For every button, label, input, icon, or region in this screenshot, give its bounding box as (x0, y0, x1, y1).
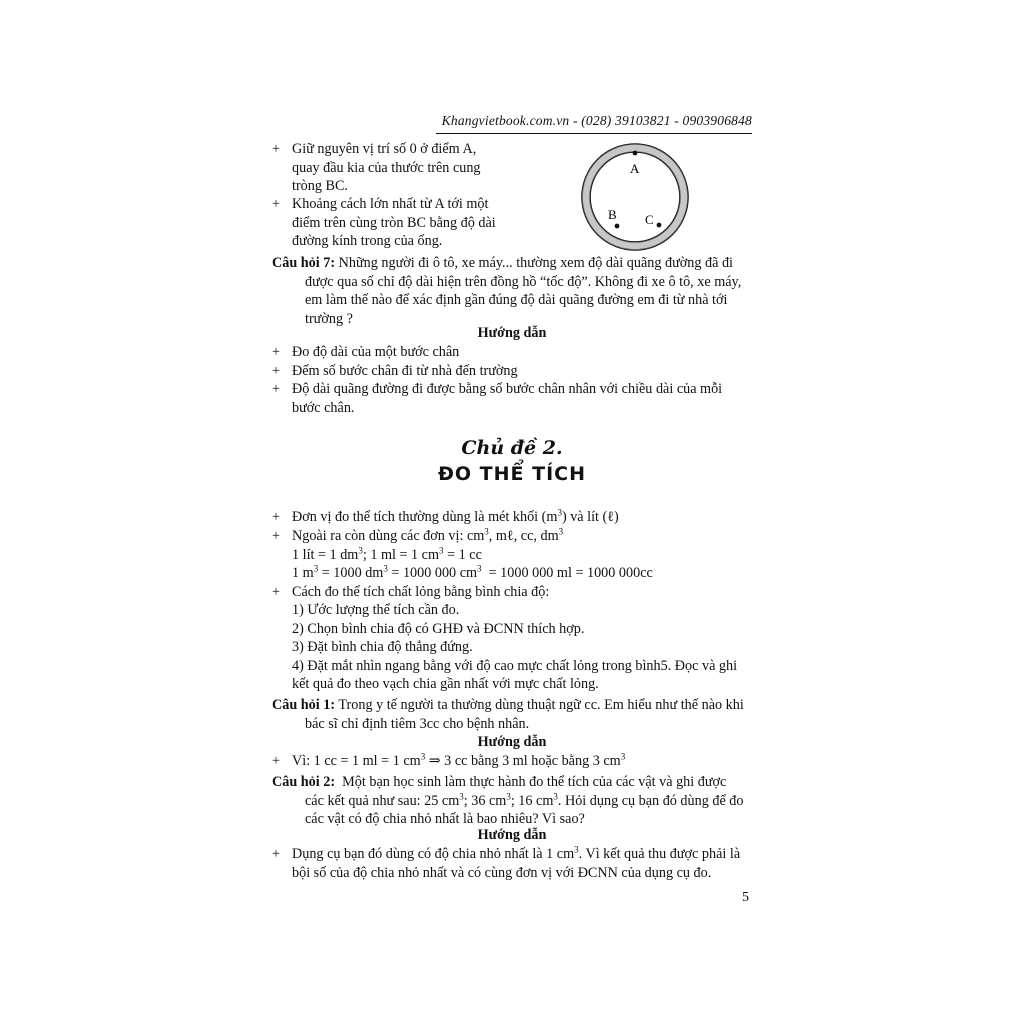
theory-line: Ngoài ra còn dùng các đơn vị: $cm^3$, mℓ, cc, $dm^3$ (292, 526, 564, 544)
question-7 (272, 254, 752, 273)
question-2-body (305, 792, 752, 829)
answer-line: Vì: 1 cc = 1 ml = 1 $cm^3$ ⇒ 3 cc bằng 3 ml hoặc bằng 3 $cm^3$ (292, 751, 626, 769)
text-line: trường ? (305, 310, 353, 327)
bullet-marker: + (272, 846, 281, 862)
bullet-marker: + (272, 528, 281, 544)
label-b: B (608, 207, 617, 222)
text-line: Trong y tế người ta thường dùng thuật ngữ cc. Em hiểu như thế nào khi (338, 697, 744, 713)
answer-line: Độ dài quãng đường đi được bằng số bước chân nhân với chiều dài của mỗi (292, 381, 723, 397)
answer-line: bội số của độ chia nhỏ nhất và có cùng đơn vị với ĐCNN của dụng cụ đo. (292, 864, 712, 881)
topic-label: Chủ đề 2. (461, 437, 563, 459)
text-line: Những người đi ô tô, xe máy... thường xem độ dài quãng đường đã đi (338, 255, 733, 271)
question-2 (272, 773, 752, 792)
label-c: C (645, 212, 654, 227)
page-number: 5 (742, 890, 749, 905)
guide-heading: Hướng dẫn (477, 827, 547, 843)
top-bullet-2 (292, 195, 504, 251)
top-bullet-1 (292, 140, 504, 196)
text-line: tròng BC. (292, 178, 348, 194)
question-1 (272, 696, 752, 715)
answer-line: Đếm số bước chân đi từ nhà đến trường (292, 362, 518, 379)
point-b (615, 224, 620, 229)
step-line: 3) Đặt bình chia độ thẳng đứng. (292, 639, 473, 655)
bullet-marker: + (272, 344, 281, 360)
step-line: 2) Chọn bình chia độ có GHĐ và ĐCNN thích hợp. (292, 620, 585, 637)
point-a (633, 151, 638, 156)
question-label: Câu hỏi 2: (272, 774, 336, 790)
question-label: Câu hỏi 7: (272, 255, 336, 271)
page-header: Khangvietbook.com.vn - (028) 39103821 - 0903906848 (441, 113, 752, 128)
bullet-marker: + (272, 362, 281, 379)
text-line: đường kính trong của ống. (292, 233, 443, 249)
answer-line: Dụng cụ bạn đó dùng có độ chia nhỏ nhất là 1 $cm^3$. Vì kết quả thu được phải là (292, 844, 741, 862)
bullet-marker: + (272, 196, 281, 212)
answer-block (292, 380, 752, 417)
text-line: được qua số chỉ độ dài hiện trên đồng hồ “tốc độ”. Không đi xe ô tô, xe máy, (305, 273, 742, 290)
conversion-line: 1 lít = 1 $dm^3$; 1 ml = 1 $cm^3 = 1$ cc (292, 545, 482, 563)
point-c (657, 223, 662, 228)
tube-ring-figure (580, 140, 700, 255)
text-line: các vật có độ chia nhỏ nhất là bao nhiêu? Vì sao? (305, 811, 585, 827)
question-7-body (305, 273, 752, 329)
bullet-marker: + (272, 753, 281, 769)
text-line: Một bạn học sinh làm thực hành đo thể tích của các vật và ghi được (342, 774, 727, 790)
section-title: ĐO THỂ TÍCH (437, 463, 587, 485)
text-line: các kết quả như sau: 25 $cm^3$; 36 $cm^3$; 16 $cm^3$. Hỏi dụng cụ bạn đó dùng để đo (305, 790, 744, 809)
text-line: bác sĩ chỉ định tiêm 3cc cho bệnh nhân. (305, 715, 530, 732)
guide-heading: Hướng dẫn (477, 734, 547, 750)
conversion-line: 1 $m^3 = 1000$ $dm^3 = 1000$ 000 $cm^3 = 1000$ 000 ml = 1000 000cc (292, 563, 653, 581)
label-a: A (630, 161, 640, 176)
bullet-marker: + (272, 509, 281, 525)
theory-line: Cách đo thể tích chất lỏng bằng bình chia độ: (292, 584, 550, 600)
text-line: Khoảng cách lớn nhất từ A tới một (292, 196, 489, 212)
bullet-marker: + (272, 584, 281, 600)
text-line: Giữ nguyên vị trí số 0 ở điểm A, (292, 141, 477, 157)
text-line: quay đầu kia của thước trên cung (292, 159, 481, 176)
step-line: 1) Ước lượng thể tích cần đo. (292, 602, 460, 618)
guide-heading: Hướng dẫn (477, 325, 547, 341)
answer-line: bước chân. (292, 399, 355, 416)
theory-line: Đơn vị đo thể tích thường dùng là mét khối $(m^3)$ và lít (ℓ) (292, 507, 619, 525)
bullet-marker: + (272, 141, 281, 157)
step-line: kết quả đo theo vạch chia gần nhất với mực chất lỏng. (292, 676, 599, 692)
bullet-marker: + (272, 381, 281, 397)
steps-list (292, 601, 752, 694)
header-rule (436, 133, 752, 134)
step-line: 4) Đặt mắt nhìn ngang bằng với độ cao mực chất lỏng trong bình5. Đọc và ghi (292, 657, 738, 674)
text-line: em làm thế nào để xác định gần đúng độ dài quãng đường em đi từ nhà tới (305, 292, 728, 308)
question-label: Câu hỏi 1: (272, 697, 336, 713)
text-line: điểm trên cùng tròn BC bằng độ dài (292, 214, 496, 231)
answer-block (292, 845, 752, 882)
answer-line: Đo độ dài của một bước chân (292, 344, 460, 360)
